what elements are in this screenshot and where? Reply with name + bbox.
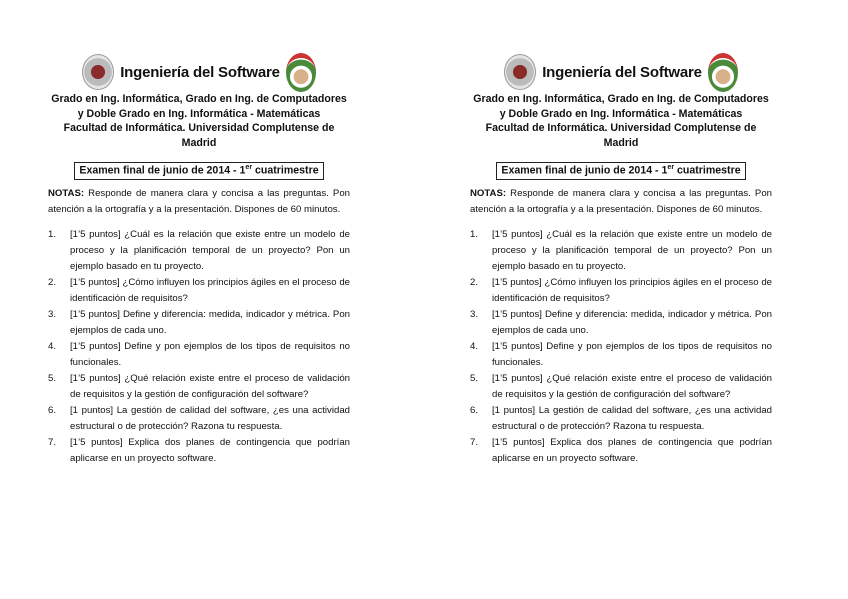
exam-header <box>470 52 772 92</box>
exam-title: Examen final de junio de 2014 - 1 <box>501 164 668 177</box>
exam-title-sup: er <box>245 164 253 171</box>
question-item <box>48 307 350 339</box>
question-text: [1’5 puntos] ¿Qué relación existe entre el proceso de validación de requisitos y la gestión de configuración del software? <box>492 372 772 400</box>
degree-line: y Doble Grado en Ing. Informática - Matemáticas <box>77 107 321 120</box>
question-item <box>48 275 350 307</box>
question-number: 5. <box>470 372 479 384</box>
question-text: [1’5 puntos] Define y pon ejemplos de los tipos de requisitos no funcionales. <box>492 340 772 368</box>
exam-title-suffix: cuatrimestre <box>674 164 741 177</box>
exam-header <box>48 52 350 92</box>
question-item <box>48 339 350 371</box>
notes-label: NOTAS: <box>48 187 85 199</box>
question-list <box>470 227 772 467</box>
notes-text: Responde de manera clara y concisa a las preguntas. Pon atención a la ortografía y a la presentación. Dispones de 60 minutos. <box>470 187 772 215</box>
question-text: [1’5 puntos] ¿Qué relación existe entre el proceso de validación de requisitos y la gestión de configuración del software? <box>70 372 350 400</box>
question-text: [1 puntos] La gestión de calidad del software, ¿es una actividad estructural o de protección? Razona tu respuesta. <box>492 404 772 432</box>
question-number: 4. <box>48 340 57 352</box>
question-item <box>470 275 772 307</box>
exam-copy <box>470 52 772 467</box>
faculty-line: Facultad de Informática. Universidad Complutense de Madrid <box>485 122 757 149</box>
question-item <box>470 435 772 467</box>
question-number: 5. <box>48 372 57 384</box>
question-text: [1’5 puntos] ¿Cuál es la relación que existe entre un modelo de proceso y la planificación temporal de un proyecto? Pon un ejemplo basado en tu proyecto. <box>70 228 350 272</box>
question-item <box>470 371 772 403</box>
question-item <box>48 435 350 467</box>
question-number: 7. <box>48 436 57 448</box>
ucm-seal-logo <box>82 54 114 90</box>
course-title: Ingeniería del Software <box>120 63 280 81</box>
question-text: [1’5 puntos] ¿Cómo influyen los principios ágiles en el proceso de identificación de requisitos? <box>70 276 350 304</box>
question-text: [1’5 puntos] Explica dos planes de contingencia que podrían aplicarse en un proyecto software. <box>70 436 350 464</box>
question-text: [1’5 puntos] Explica dos planes de contingencia que podrían aplicarse en un proyecto software. <box>492 436 772 464</box>
question-number: 3. <box>48 308 57 320</box>
question-number: 1. <box>470 228 479 240</box>
faculty-crest-logo <box>286 53 316 92</box>
exam-title: Examen final de junio de 2014 - 1 <box>79 164 246 177</box>
ucm-seal-logo <box>504 54 536 90</box>
question-text: [1’5 puntos] ¿Cuál es la relación que existe entre un modelo de proceso y la planificación temporal de un proyecto? Pon un ejemplo basado en tu proyecto. <box>492 228 772 272</box>
exam-notes <box>470 186 772 218</box>
question-item <box>470 227 772 275</box>
notes-text: Responde de manera clara y concisa a las preguntas. Pon atención a la ortografía y a la presentación. Dispones de 60 minutos. <box>48 187 350 215</box>
question-number: 2. <box>470 276 479 288</box>
exam-title-box <box>496 162 746 180</box>
question-number: 6. <box>470 404 479 416</box>
question-number: 7. <box>470 436 479 448</box>
question-text: [1’5 puntos] Define y diferencia: medida, indicador y métrica. Pon ejemplos de cada uno. <box>70 308 350 336</box>
question-item <box>48 371 350 403</box>
faculty-line: Facultad de Informática. Universidad Complutense de Madrid <box>63 122 335 149</box>
question-number: 4. <box>470 340 479 352</box>
question-item <box>48 227 350 275</box>
exam-title-sup: er <box>667 164 675 171</box>
course-title: Ingeniería del Software <box>542 63 702 81</box>
exam-notes <box>48 186 350 218</box>
question-list <box>48 227 350 467</box>
question-item <box>48 403 350 435</box>
question-number: 2. <box>48 276 57 288</box>
question-number: 3. <box>470 308 479 320</box>
question-number: 1. <box>48 228 57 240</box>
degree-line: Grado en Ing. Informática, Grado en Ing. de Computadores <box>51 93 347 105</box>
exam-copy <box>48 52 350 467</box>
faculty-crest-logo <box>708 53 738 92</box>
degree-line: y Doble Grado en Ing. Informática - Matemáticas <box>499 107 743 120</box>
question-item <box>470 307 772 339</box>
exam-title-box <box>74 162 324 180</box>
question-item <box>470 403 772 435</box>
exam-title-suffix: cuatrimestre <box>252 164 319 177</box>
question-text: [1’5 puntos] ¿Cómo influyen los principios ágiles en el proceso de identificación de requisitos? <box>492 276 772 304</box>
question-item <box>470 339 772 371</box>
question-text: [1 puntos] La gestión de calidad del software, ¿es una actividad estructural o de protección? Razona tu respuesta. <box>70 404 350 432</box>
notes-label: NOTAS: <box>470 187 507 199</box>
degree-line: Grado en Ing. Informática, Grado en Ing. de Computadores <box>473 93 769 105</box>
question-number: 6. <box>48 404 57 416</box>
question-text: [1’5 puntos] Define y pon ejemplos de los tipos de requisitos no funcionales. <box>70 340 350 368</box>
question-text: [1’5 puntos] Define y diferencia: medida, indicador y métrica. Pon ejemplos de cada uno. <box>492 308 772 336</box>
